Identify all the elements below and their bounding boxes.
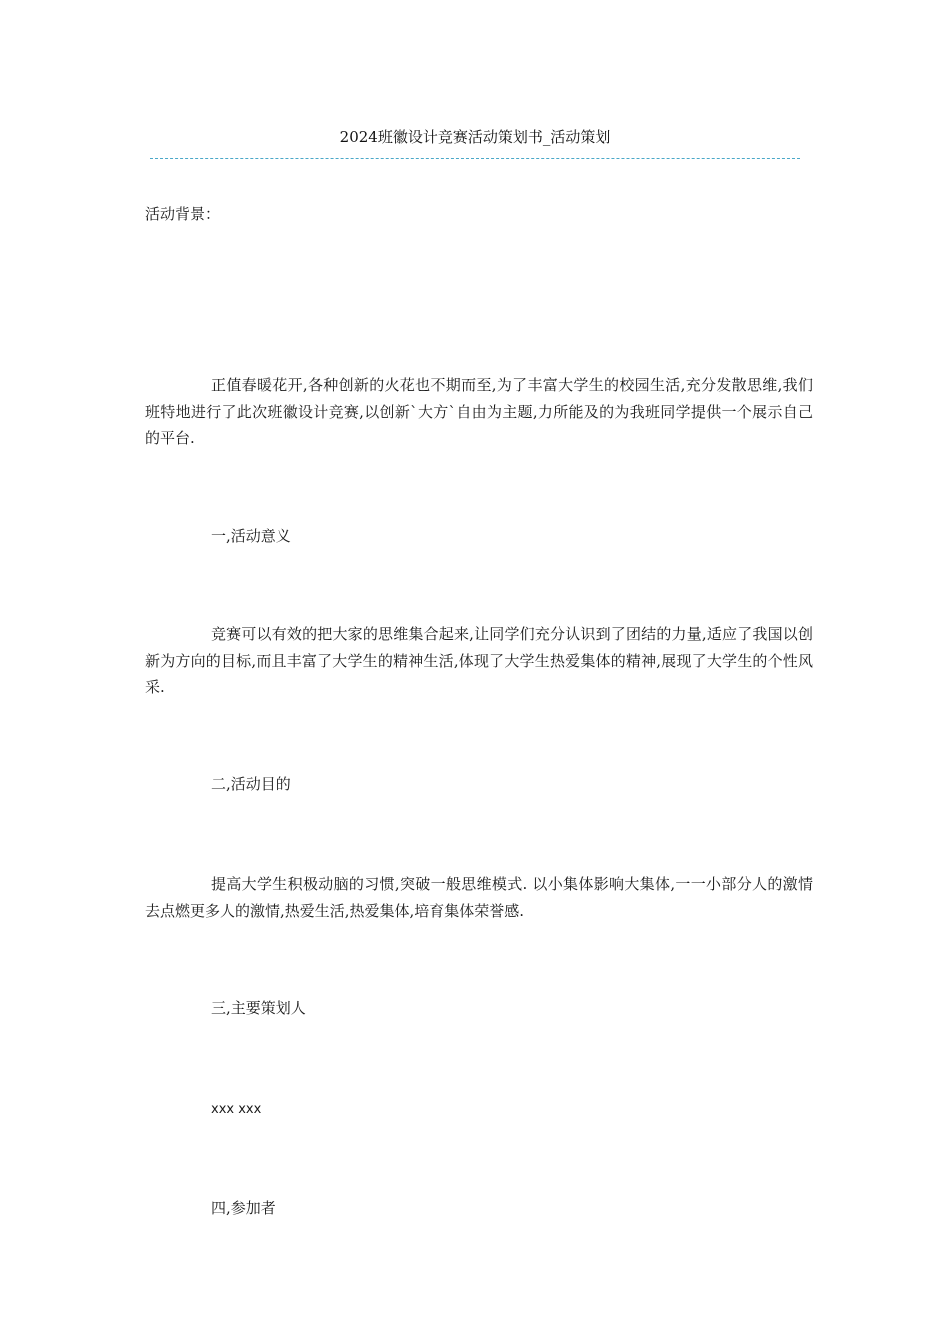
significance-paragraph: 竞赛可以有效的把大家的思维集合起来,让同学们充分认识到了团结的力量,适应了我国以创新为方向的目标,而且丰富了大学生的精神生活,体现了大学生热爱集体的精神,展现了大学生的个性风采. <box>145 625 813 696</box>
purpose-paragraph: 提高大学生积极动脑的习惯,突破一般思维模式. 以小集体影响大集体,一一小部分人的激情去点燃更多人的激情,热爱生活,热爱集体,培育集体荣誉感. <box>145 875 813 920</box>
background-paragraph: 正值春暖花开,各种创新的火花也不期而至,为了丰富大学生的校园生活,充分发散思维,我们班特地进行了此次班徽设计竞赛,以创新`大方`自由为主题,力所能及的为我班同学提供一个展示自己的平台. <box>145 376 813 447</box>
section-heading-purpose: 二,活动目的 <box>211 775 291 793</box>
section-heading-planners: 三,主要策划人 <box>211 999 306 1017</box>
document-title: 2024班徽设计竞赛活动策划书_活动策划 <box>339 128 611 146</box>
title-divider <box>150 158 800 162</box>
section-heading-significance: 一,活动意义 <box>211 527 291 545</box>
planners-names: xxx xxx <box>211 1102 262 1117</box>
background-label: 活动背景： <box>145 205 221 223</box>
section-heading-participants: 四,参加者 <box>211 1199 276 1217</box>
